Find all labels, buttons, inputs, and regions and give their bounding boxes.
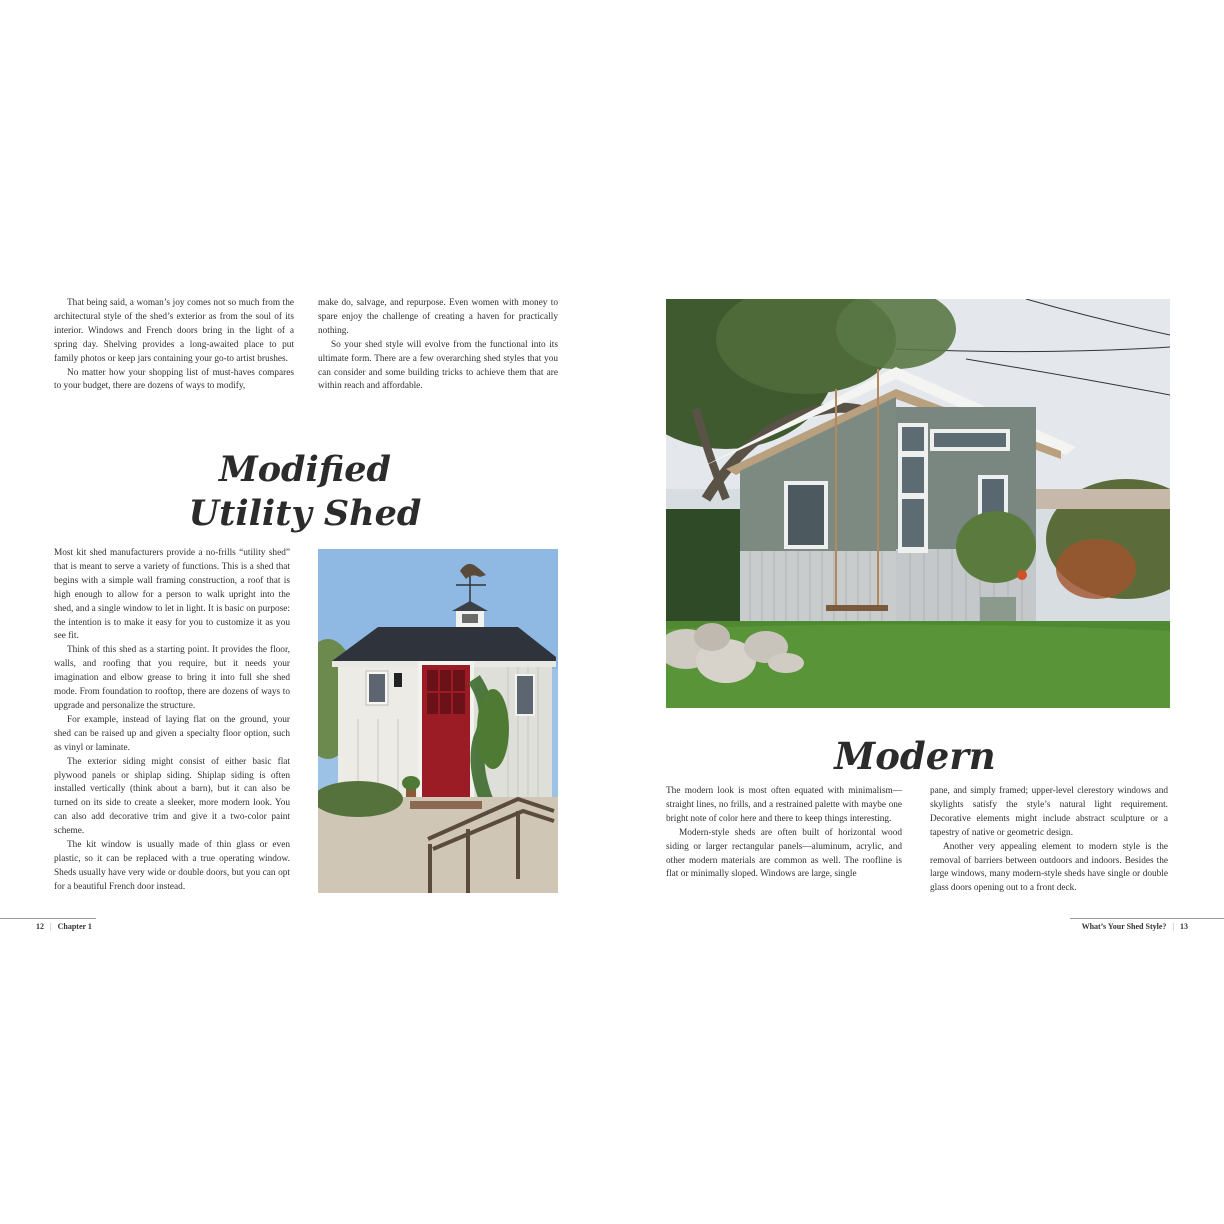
modern-column-1	[666, 785, 902, 882]
section-heading-modified-utility-shed	[140, 448, 470, 536]
footer-rule-right	[1070, 918, 1224, 919]
paragraph: pane, and simply framed; upper-level clerestory windows and skylights satisfy the style’s natural light requirement. Decorative elements might include abstract sculpture or a tapestry of native or geometric design.	[930, 786, 1168, 838]
paragraph: The exterior siding might consist of either basic flat plywood panels or shiplap siding. Shiplap siding is often installed vertically (think about a barn), but it can also be turned on its side to create a sleeker, more modern look. You can also add decorative trim and give it a two-color paint scheme.	[54, 756, 290, 837]
paragraph: So your shed style will evolve from the functional into its ultimate form. There are a few overarching shed styles that you can consider and some building tricks to achieve them that are within reach and affordable.	[318, 339, 558, 392]
modern-column-2	[930, 785, 1168, 896]
footer-section-label: What’s Your Shed Style?	[1081, 922, 1167, 931]
paragraph: Modern-style sheds are often built of horizontal wood siding or larger rectangular panels—aluminum, acrylic, and other modern materials are common as well. The roofline is flat or minimally sloped. Windows are large, single	[666, 827, 902, 880]
footer-right	[1082, 922, 1188, 931]
utility-shed-body	[54, 547, 290, 895]
paragraph: Think of this shed as a starting point. It provides the floor, walls, and roofing that you require, but it needs your imagination and elbow grease to bring it into full she shed mode. From foundation to rooftop, there are dozens of ways to upgrade and personalize the structure.	[54, 645, 290, 711]
page-number: 12	[36, 922, 44, 931]
paragraph: Another very appealing element to modern style is the removal of barriers between outdoors and indoors. Besides the large windows, many modern-style sheds have single or double glass doors opening out to a front deck.	[930, 841, 1168, 894]
footer-separator: |	[50, 922, 52, 931]
paragraph: The kit window is usually made of thin glass or even plastic, so it can be replaced with a true operating window. Sheds usually have very wide or double doors, but you can opt for a beautiful French door instead.	[54, 840, 290, 892]
paragraph: That being said, a woman’s joy comes not so much from the architectural style of the shed’s exterior as from the soul of its interior. Windows and French doors bring in the light of a spring day. Shelving provides a long-awaited place to put family photos or keep jars containing your go-to artist brushes.	[54, 298, 294, 364]
modern-shed-photo	[666, 299, 1170, 708]
page-number: 13	[1180, 922, 1188, 931]
footer-left	[36, 922, 92, 931]
utility-shed-photo	[318, 549, 558, 893]
section-heading-modern: Modern	[834, 734, 996, 778]
paragraph: make do, salvage, and repurpose. Even women with money to spare enjoy the challenge of creating a haven for practically nothing.	[318, 298, 558, 336]
paragraph: No matter how your shopping list of must-haves compares to your budget, there are dozens of ways to modify,	[54, 367, 294, 392]
heading-line-2: Utility Shed	[188, 493, 422, 534]
heading-line-1: Modified	[218, 449, 392, 490]
paragraph: For example, instead of laying flat on the ground, your shed can be raised up and given a specialty floor option, such as vinyl or laminate.	[54, 714, 290, 753]
paragraph: The modern look is most often equated with minimalism—straight lines, no frills, and a restrained palette with maybe one bright note of color here and there to keep things interesting.	[666, 786, 902, 824]
intro-column-1	[54, 297, 294, 394]
paragraph: Most kit shed manufacturers provide a no-frills “utility shed” that is meant to serve a variety of functions. This is a shed that begins with a simple wall framing construction, a roof that is high enough to allow for a person to walk upright into the shed, and a single window to let in light. It is basic on purpose: the intention is to make it easy for you to customize it as you see fit.	[54, 548, 290, 642]
footer-separator: |	[1172, 922, 1174, 931]
footer-rule-left	[0, 918, 96, 919]
footer-chapter-label: Chapter 1	[57, 922, 92, 931]
intro-column-2	[318, 297, 558, 394]
